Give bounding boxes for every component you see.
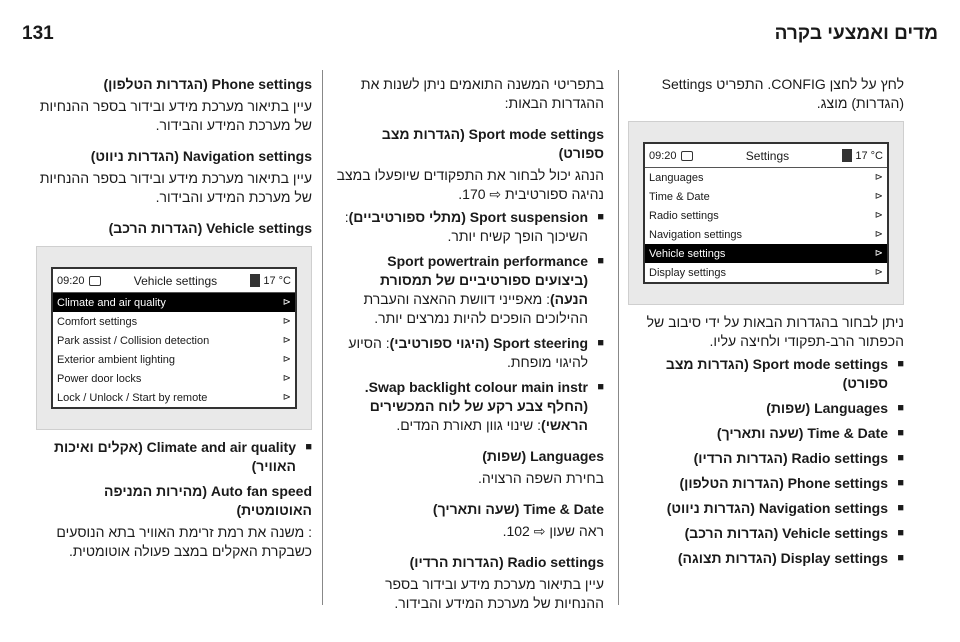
chevron-right-icon: ⊳ <box>874 248 883 259</box>
list-item: ■ Sport mode settings (הגדרות מצב ספורט) <box>628 355 904 393</box>
screen-temp: 17 °C <box>263 274 291 287</box>
menu-item-label: Park assist / Collision detection <box>57 334 210 347</box>
list-item: ■ Vehicle settings (הגדרות הרכב) <box>628 524 904 543</box>
chevron-right-icon: ⊳ <box>282 335 291 346</box>
list-item <box>336 378 604 435</box>
sport-options-list <box>336 208 604 435</box>
auto-fan-text: : משנה את רמת זרימת האוויר בתא הנוסעים כשבקרת האקלים במצב פעולה אוטומטית. <box>56 524 312 559</box>
page-number: 131 <box>22 23 54 44</box>
list-item-text: : שינוי גוון תאורת המדים. <box>396 417 542 433</box>
screen-time: 09:20 <box>649 149 677 162</box>
list-item-title: Swap backlight colour main instr. (החלף צבע רקע של לוח המכשירים הראשי) <box>364 379 588 433</box>
chevron-right-icon: ⊳ <box>874 172 883 183</box>
left-column <box>36 75 312 565</box>
menu-item[interactable] <box>645 263 887 282</box>
submenu-intro: בתפריטי המשנה התואמים ניתן לשנות את ההגדרות הבאות: <box>360 76 604 111</box>
screen-title: Vehicle settings <box>133 273 218 288</box>
menu-item[interactable] <box>53 369 295 388</box>
list-item: ■ Radio settings (הגדרות הרדיו) <box>628 449 904 468</box>
list-item: ■ Languages (שפות) <box>628 399 904 418</box>
chevron-right-icon: ⊳ <box>874 229 883 240</box>
menu-item[interactable] <box>645 244 887 263</box>
climate-list <box>36 438 312 476</box>
fuel-gauge-icon <box>250 274 260 287</box>
menu-item[interactable] <box>645 225 887 244</box>
phone-status-icon <box>681 151 693 161</box>
settings-screen <box>643 142 889 284</box>
list-item: ■ Time & Date (שעה ותאריך) <box>628 424 904 443</box>
time-text: ראה שעון ⇨ 102. <box>502 523 604 539</box>
menu-item-label: Comfort settings <box>57 315 138 328</box>
list-item <box>336 334 604 372</box>
chevron-right-icon: ⊳ <box>874 191 883 202</box>
menu-item[interactable] <box>645 187 887 206</box>
column-divider <box>322 70 323 605</box>
climate-item: ■ Climate and air quality (אקלים ואיכות האוויר) <box>36 438 312 476</box>
menu-item[interactable] <box>53 331 295 350</box>
menu-item-label: Exterior ambient lighting <box>57 353 176 366</box>
screen-header <box>645 144 887 168</box>
vehicle-menu <box>53 293 295 407</box>
list-item <box>336 208 604 246</box>
vehicle-screen <box>51 267 297 409</box>
middle-column <box>336 75 604 617</box>
list-item-text: : השיכוך הופך קשיח יותר. <box>344 209 588 244</box>
chevron-right-icon: ⊳ <box>282 297 291 308</box>
intro-text: לחץ על לחצן CONFIG. התפריט Settings (הגדרות) מוצג. <box>661 76 904 111</box>
menu-item-label: Vehicle settings <box>649 247 726 260</box>
screen-header <box>53 269 295 293</box>
chevron-right-icon: ⊳ <box>282 392 291 403</box>
right-column <box>628 75 904 574</box>
fuel-gauge-icon <box>842 149 852 162</box>
phone-text: עיין בתיאור מערכת מידע ובידור בספר ההנחיות של מערכת המידע והבידור. <box>39 98 312 133</box>
radio-text: עיין בתיאור מערכת מידע ובידור בספר ההנחיות של מערכת המידע והבידור. <box>385 576 604 611</box>
menu-item[interactable] <box>53 388 295 407</box>
list-item-title: Sport powertrain performance (ביצועים ספורטיביים של תמסורת הנעה) <box>380 253 588 307</box>
vehicle-heading: Vehicle settings (הגדרות הרכב) <box>108 220 312 236</box>
chevron-right-icon: ⊳ <box>282 316 291 327</box>
menu-item-label: Display settings <box>649 266 727 279</box>
menu-item-label: Languages <box>649 171 704 184</box>
languages-heading: Languages (שפות) <box>482 448 604 464</box>
chevron-right-icon: ⊳ <box>874 267 883 278</box>
nav-text: עיין בתיאור מערכת מידע ובידור בספר ההנחיות של מערכת המידע והבידור. <box>39 170 312 205</box>
menu-item[interactable] <box>645 168 887 187</box>
list-item-title: Sport suspension (מתלי ספורטיביים) <box>348 209 588 225</box>
header-title: מדים ואמצעי בקרה <box>774 23 938 44</box>
phone-status-icon <box>89 276 101 286</box>
selection-text: ניתן לבחור בהגדרות הבאות על ידי סיבוב של הכפתור הרב-תפקודי ולחיצה עליו. <box>646 314 904 349</box>
menu-item-label: Time & Date <box>649 190 710 203</box>
sport-text: הנהג יכול לבחור את התפקודים שיופעלו במצב נהיגה ספורטיבית ⇨ 170. <box>336 167 604 202</box>
settings-list <box>628 355 904 568</box>
menu-item[interactable] <box>645 206 887 225</box>
list-item: ■ Phone settings (הגדרות הטלפון) <box>628 474 904 493</box>
list-item <box>336 252 604 328</box>
list-item: ■ Navigation settings (הגדרות ניווט) <box>628 499 904 518</box>
vehicle-screen-image <box>36 246 312 430</box>
sport-heading: Sport mode settings (הגדרות מצב ספורט) <box>381 126 604 161</box>
menu-item-label: Power door locks <box>57 372 142 385</box>
settings-screen-image <box>628 121 904 305</box>
list-item: ■ Display settings (הגדרות תצוגה) <box>628 549 904 568</box>
chevron-right-icon: ⊳ <box>282 373 291 384</box>
phone-heading: Phone settings (הגדרות הטלפון) <box>103 76 312 92</box>
time-heading: Time & Date (שעה ותאריך) <box>432 501 604 517</box>
screen-time: 09:20 <box>57 274 85 287</box>
column-divider <box>618 70 619 605</box>
list-item-text: : מאפייני דוושת ההאצה והעברת ההילוכים הופכים להיות נמרצים יותר. <box>363 291 588 326</box>
screen-temp: 17 °C <box>855 149 883 162</box>
nav-heading: Navigation settings (הגדרות ניווט) <box>90 148 312 164</box>
menu-item-label: Climate and air quality <box>57 296 166 309</box>
radio-heading: Radio settings (הגדרות הרדיו) <box>409 554 604 570</box>
screen-title: Settings <box>745 148 790 163</box>
auto-fan-heading: Auto fan speed (מהירות המניפה האוטומטית) <box>104 483 312 518</box>
page-header <box>22 14 938 54</box>
menu-item[interactable] <box>53 312 295 331</box>
chevron-right-icon: ⊳ <box>874 210 883 221</box>
menu-item-label: Navigation settings <box>649 228 742 241</box>
list-item-title: Sport steering (היגוי ספורטיבי) <box>389 335 588 351</box>
menu-item-label: Radio settings <box>649 209 719 222</box>
chevron-right-icon: ⊳ <box>282 354 291 365</box>
menu-item[interactable] <box>53 350 295 369</box>
settings-menu <box>645 168 887 282</box>
list-item-text: : הסיוע להיגוי מופחת. <box>348 335 588 370</box>
menu-item[interactable] <box>53 293 295 312</box>
menu-item-label: Lock / Unlock / Start by remote <box>57 391 208 404</box>
languages-text: בחירת השפה הרצויה. <box>478 470 604 486</box>
